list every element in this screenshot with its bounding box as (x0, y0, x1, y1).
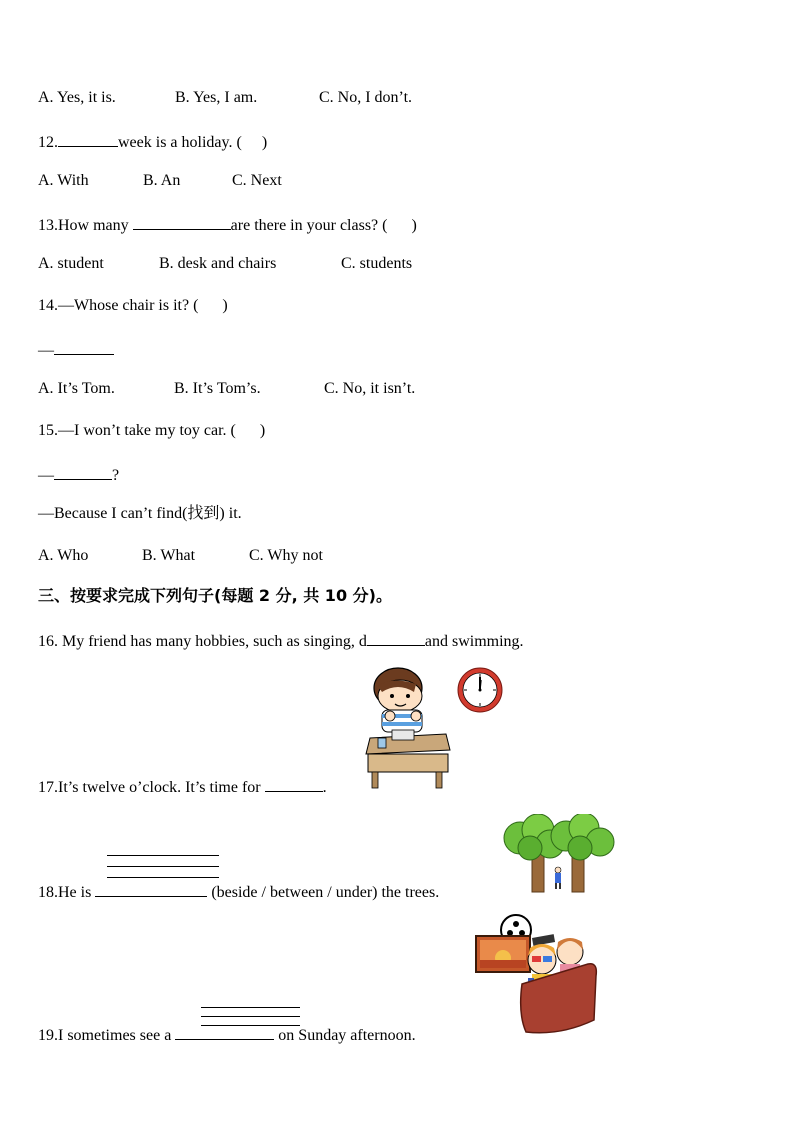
q15-question: 15.—I won’t take my toy car. ( ) (38, 422, 266, 439)
q18-question (38, 880, 439, 903)
q14-question: 14.—Whose chair is it? ( ) (38, 297, 228, 314)
q15-option-a: A. Who (38, 547, 89, 564)
q18-post: (beside / between / under) the trees. (207, 884, 440, 901)
q12-blank[interactable] (58, 130, 118, 147)
q19-line-2 (201, 1016, 300, 1017)
boy-eating-icon (362, 666, 452, 790)
section-3-heading: 三、按要求完成下列句子(每题 2 分, 共 10 分)。 (38, 586, 392, 605)
q14-answer-line (38, 338, 114, 361)
clock-icon (456, 666, 504, 714)
q15-question-mark: ? (112, 467, 120, 484)
q19-post: on Sunday afternoon. (274, 1027, 416, 1044)
q14-option-c: C. No, it isn’t. (324, 380, 416, 397)
q15-blank[interactable] (54, 463, 112, 480)
q19-blank[interactable] (175, 1023, 274, 1040)
q12-number: 12. (38, 134, 58, 151)
q11-option-a: A. Yes, it is. (38, 89, 116, 106)
q15-answer-line (38, 463, 119, 486)
q17-pre: 17.It’s twelve o’clock. It’s time for (38, 779, 265, 796)
q13-option-c: C. students (341, 255, 413, 272)
q14-dash: — (38, 342, 54, 359)
q18-line-3 (107, 877, 219, 878)
q12-option-c: C. Next (232, 172, 282, 189)
q18-line-2 (107, 866, 219, 867)
q11-option-c: C. No, I don’t. (319, 89, 413, 106)
q18-pre: 18.He is (38, 884, 96, 901)
q14-option-a: A. It’s Tom. (38, 380, 115, 397)
q17-blank[interactable] (265, 775, 323, 792)
q15-option-c: C. Why not (249, 547, 323, 564)
q13-option-a: A. student (38, 255, 104, 272)
q17-question (38, 775, 327, 798)
q12-question (38, 130, 267, 153)
q16-pre: 16. My friend has many hobbies, such as singing, d (38, 633, 367, 650)
q16-blank[interactable] (367, 629, 425, 646)
q11-option-b: B. Yes, I am. (175, 89, 258, 106)
q13-pre: 13.How many (38, 217, 133, 234)
q14-option-b: B. It’s Tom’s. (174, 380, 261, 397)
q12-text: week is a holiday. ( ) (118, 134, 268, 151)
q18-blank[interactable] (95, 880, 207, 897)
q19-line-1 (201, 1007, 300, 1008)
q13-option-b: B. desk and chairs (159, 255, 277, 272)
q14-blank[interactable] (54, 338, 114, 355)
q13-blank[interactable] (133, 213, 231, 230)
q12-option-b: B. An (143, 172, 181, 189)
q13-post: are there in your class? ( ) (230, 217, 417, 234)
q15-reply: —Because I can’t find(找到) it. (38, 505, 242, 522)
q18-line-1 (107, 855, 219, 856)
q16-question (38, 629, 524, 652)
q15-dash: — (38, 467, 54, 484)
q17-post: . (322, 779, 327, 796)
q19-pre: 19.I sometimes see a (38, 1027, 176, 1044)
q16-post: and swimming. (424, 633, 524, 650)
q12-option-a: A. With (38, 172, 89, 189)
q19-question (38, 1023, 416, 1046)
trees-icon (500, 814, 618, 894)
q15-option-b: B. What (142, 547, 196, 564)
cinema-icon (470, 914, 600, 1038)
q13-question (38, 213, 417, 236)
